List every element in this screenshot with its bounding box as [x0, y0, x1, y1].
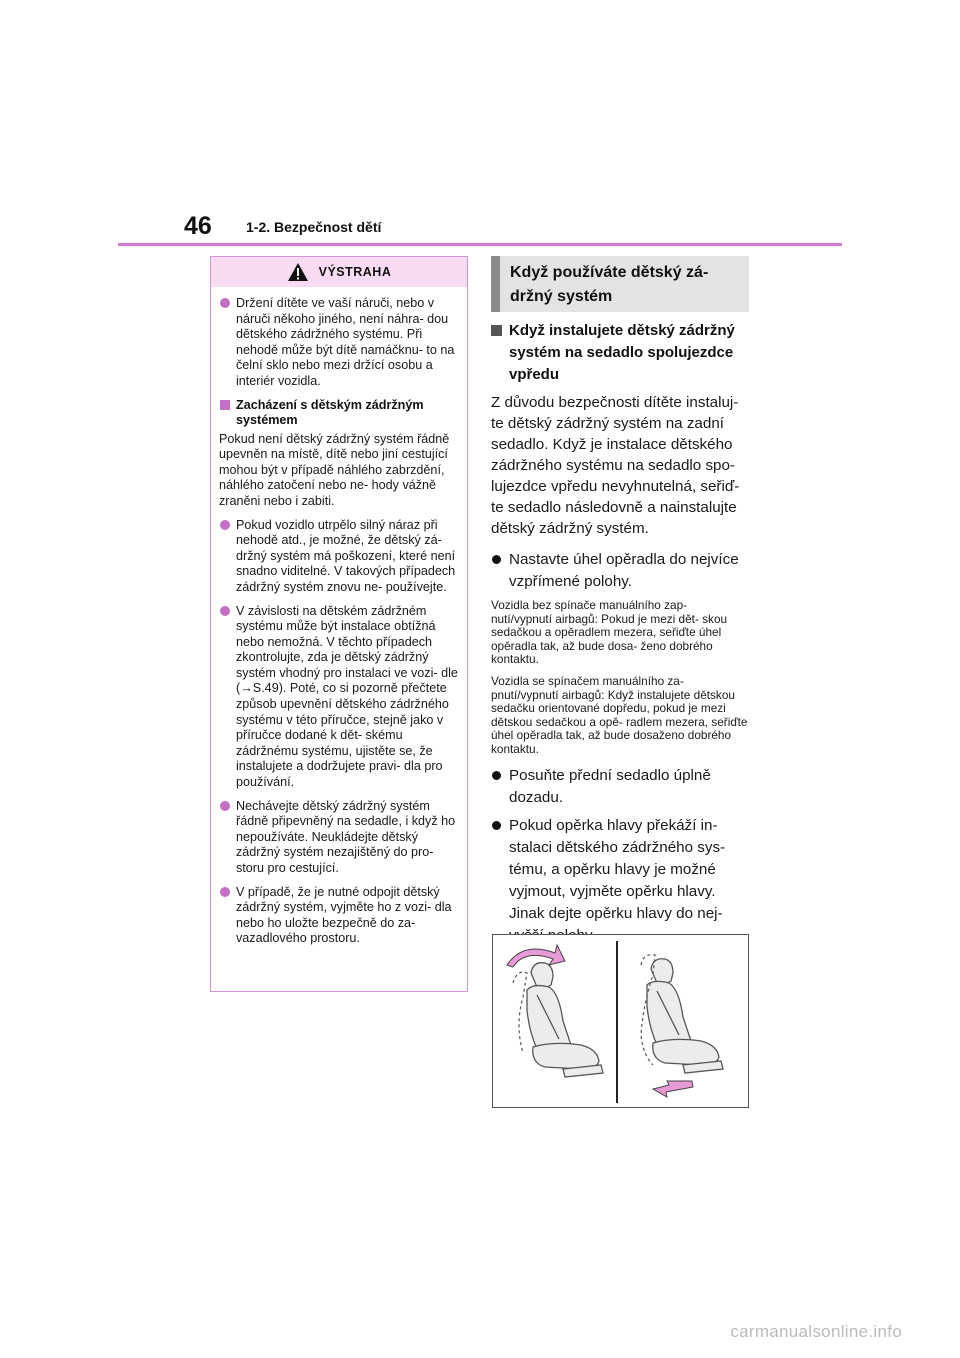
bullet-dot-icon — [220, 606, 230, 616]
front-seat-right — [647, 959, 723, 1073]
seat-slide-arrow-icon — [653, 1081, 693, 1097]
right-paragraph: Z důvodu bezpečnosti dítěte instaluj- te dětský zádržný systém na zadní sedadlo. Když je instalace dětského zádržného systému na sedadlo spo- lujezdce vpředu nevyhnutelná, seřiď- te sedadlo následovně a nainstalujte dětský zádržný systém. — [491, 394, 740, 537]
warning-sub-heading — [219, 398, 459, 428]
front-seat-left — [527, 963, 603, 1077]
header-rule — [118, 243, 842, 246]
warning-item-text: V závislosti na dětském zádržném systému může být instalace obtížná nebo nemožná. V těchto případech zkontrolujte, zda je dětský zádržný systém vhodný pro instalaci ve vozi- dle (→S.49). Poté, co si pozorně přečtete způsob upevnění dětského zádržného systému v této příručce, stejně jako v příručce dodané k dět- skému zádržnému systému, ujistěte se, že instalujete a dodržujete pravi- dla pro používání. — [236, 603, 458, 790]
warning-item-text: V případě, že je nutné odpojit dětský zádržný systém, vyjměte ho z vozi- dla nebo ho uložte bezpečně do za- vazadlového prostoru. — [236, 884, 452, 946]
bullet-dot-icon — [220, 520, 230, 530]
bullet-dot-icon — [492, 555, 501, 564]
right-bullet-text: Posuňte přední sedadlo úplně dozadu. — [509, 766, 711, 806]
seat-diagram — [493, 935, 748, 1107]
right-bullet — [491, 549, 751, 593]
warning-header — [211, 257, 467, 287]
square-bullet-icon — [220, 400, 230, 410]
right-bullet-text: Pokud opěrka hlavy překáží in- stalaci dětského zádržného sys- tému, a opěrku hlavy je možné vyjmout, vyjměte opěrku hlavy. Jinak dejte opěrku hlavy do nej- — [509, 816, 726, 922]
page-number: 46 — [184, 212, 212, 240]
right-heading: Když používáte dětský zá- držný systém — [491, 256, 749, 312]
section-title: 1-2. Bezpečnost dětí — [246, 219, 382, 235]
warning-box — [210, 256, 468, 992]
warning-item — [219, 604, 459, 791]
bullet-dot-icon — [220, 801, 230, 811]
right-bullet-text: Nastavte úhel opěradla do nejvíce vzpřímené polohy. — [509, 551, 739, 590]
bullet-dot-icon — [492, 771, 501, 780]
right-sub-heading-text: Když instalujete dětský zádržný systém na sedadlo spolujezdce vpředu — [509, 322, 735, 383]
warning-item-text: Nechávejte dětský zádržný systém řádně připevněný na sedadle, i když ho nepoužíváte. Neukládejte dětský zádržný systém nezajištěný do pro- storu pro cestující. — [236, 798, 456, 875]
watermark: carmanualsonline.info — [730, 1322, 902, 1341]
bullet-dot-icon — [220, 887, 230, 897]
right-bullet — [491, 815, 751, 947]
right-note: Vozidla bez spínače manuálního zap- nutí/vypnutí airbagů: Pokud je mezi dět- skou sedačkou a opěradlem mezera, seřiďte úhel opěradla tak, až bude dosa- ženo dobrého kontaktu. — [491, 598, 728, 667]
bullet-dot-icon — [492, 821, 501, 830]
warning-item — [219, 518, 459, 596]
right-bullet — [491, 765, 751, 809]
warning-item — [219, 296, 459, 390]
warning-item — [219, 799, 459, 877]
bullet-dot-icon — [220, 298, 230, 308]
warning-item — [219, 885, 459, 947]
right-content — [491, 320, 751, 953]
warning-title: VÝSTRAHA — [318, 265, 392, 279]
warning-item-text: Pokud vozidlo utrpělo silný náraz při nehodě atd., je možné, že dětský zá- držný systém má poškození, které není snadno viditelné. V takových případech zádržný systém znovu ne- používejte. — [236, 517, 456, 594]
right-sub-heading — [491, 320, 751, 386]
warning-sub-heading-text: Zacházení s dětským zádržným systémem — [236, 397, 424, 427]
warning-triangle-icon — [287, 262, 309, 282]
seat-illustration — [492, 934, 749, 1108]
right-note: Vozidla se spínačem manuálního za- pnutí/vypnutí airbagů: Když instalujete dětskou sedačku orientované dopředu, pokud je mezi dětskou sedačkou a opě- radlem mezera, seřiďte úhel opěradla tak, až bude dosaženo dobrého kontaktu. — [491, 673, 748, 756]
warning-item-text: Držení dítěte ve vaší náruči, nebo v náruči někoho jiného, není náhra- dou dětského zádržného systému. Při nehodě může být dítě namáčknu- to na čelní sklo nebo mezi držící osobu a interiér vozidla. — [236, 296, 455, 388]
square-bullet-icon — [491, 325, 502, 336]
warning-paragraph: Pokud není dětský zádržný systém řádně upevněn na místě, dítě nebo jiní cestující mohou být v případě náhlého zabrzdění, náhlého zatočení nebo ne- hody vážně zraněni nebo i zabiti. — [219, 431, 450, 508]
